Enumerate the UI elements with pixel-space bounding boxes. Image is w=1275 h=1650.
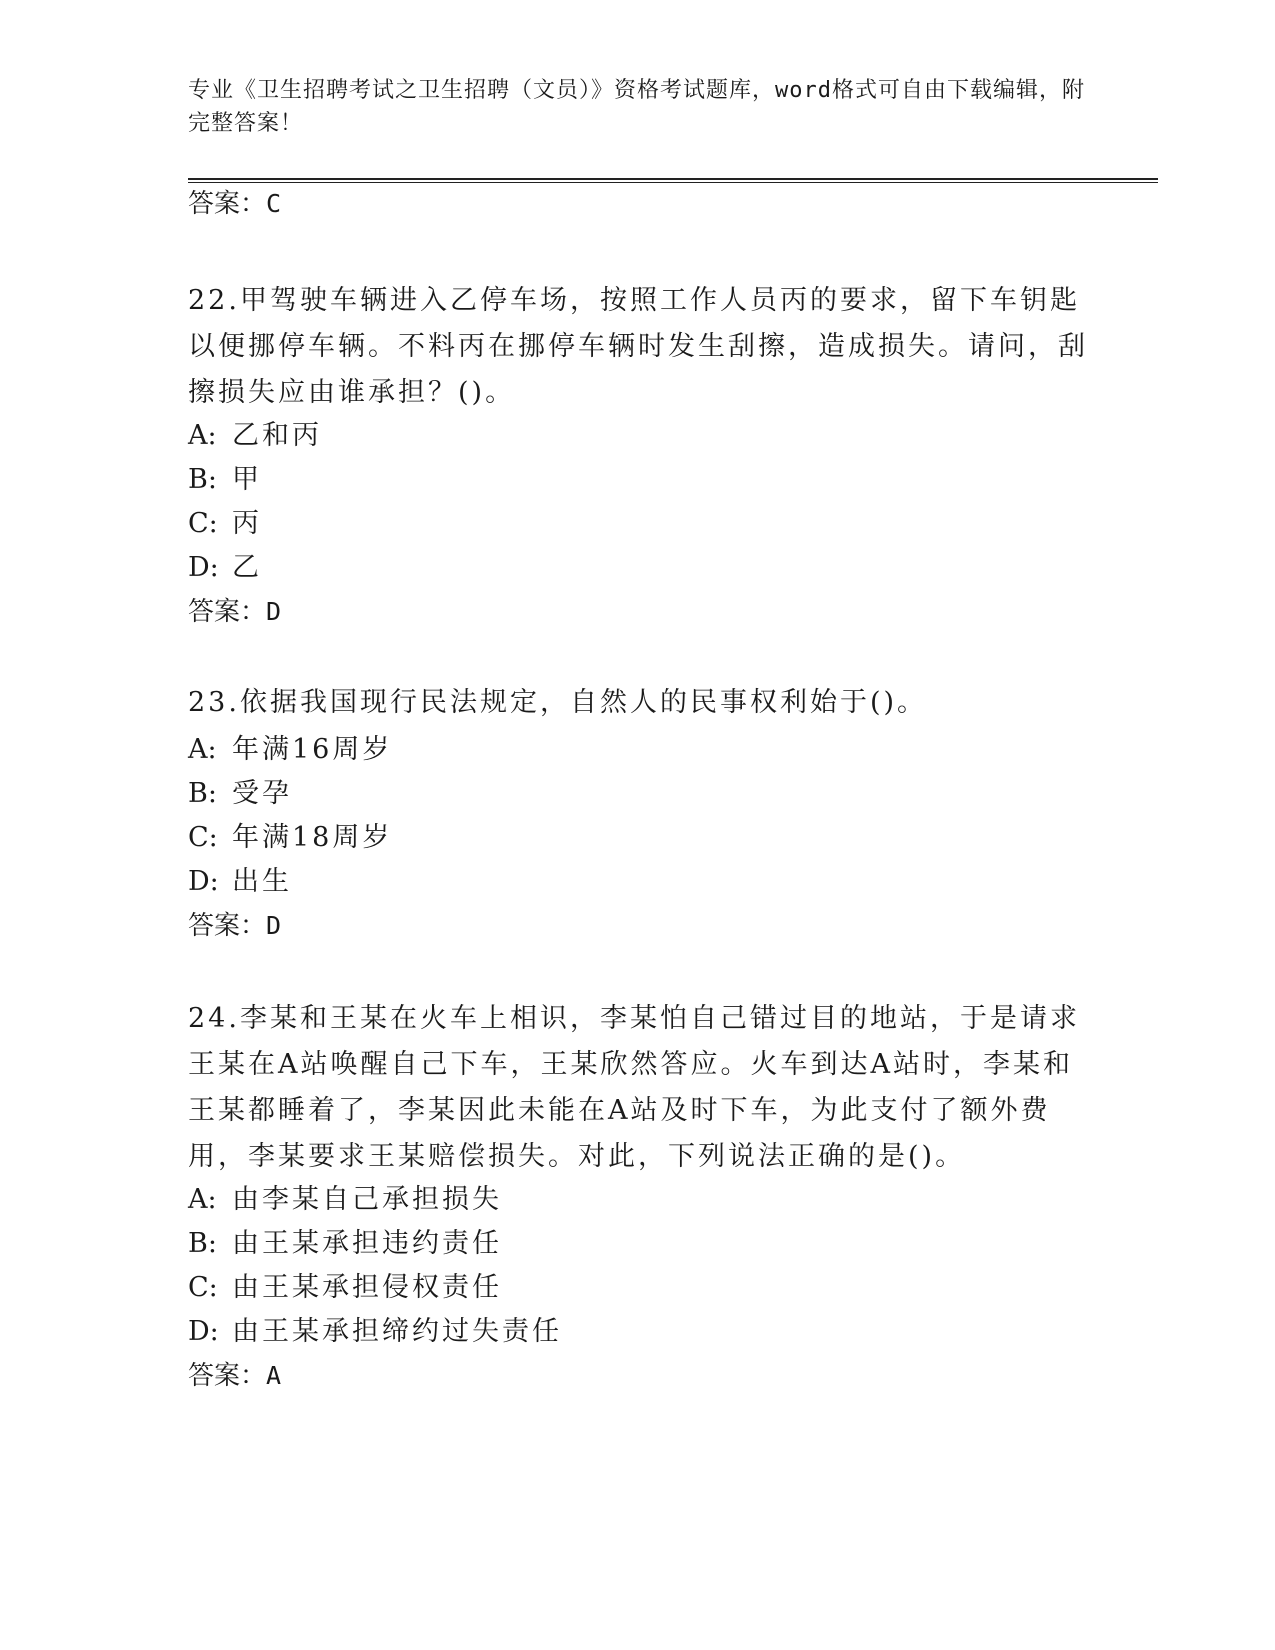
- option-c: [188, 504, 262, 544]
- option-text: 年满16周岁: [232, 734, 393, 765]
- option-key: A:: [188, 734, 217, 765]
- option-key: D:: [188, 552, 219, 583]
- option-text: 丙: [232, 508, 262, 539]
- answer-value: A: [266, 1361, 282, 1390]
- option-text: 乙: [232, 552, 262, 583]
- question-stem: 24.李某和王某在火车上相识，李某怕自己错过目的地站，于是请求王某在A站唤醒自己下车，王某欣然答应。火车到达A站时，李某和王某都睡着了，李某因此未能在A站及时下车，为此支付了额外费用，李某要求王某赔偿损失。对此，下列说法正确的是()。: [188, 1003, 1080, 1172]
- option-key: A:: [188, 420, 217, 451]
- answer-label: 答案：: [188, 1361, 267, 1391]
- answer-line: [188, 594, 281, 630]
- option-a: [188, 730, 392, 770]
- option-b: [188, 460, 262, 500]
- option-text: 甲: [232, 464, 262, 495]
- option-key: B:: [188, 464, 217, 495]
- option-d: [188, 548, 262, 588]
- option-text: 乙和丙: [232, 420, 322, 451]
- option-text: 由王某承担侵权责任: [232, 1272, 502, 1303]
- header-divider: [188, 178, 1158, 183]
- option-b: [188, 1224, 502, 1264]
- option-d: [188, 862, 292, 902]
- answer-line: [188, 1358, 281, 1394]
- option-key: D:: [188, 866, 219, 897]
- option-key: A:: [188, 1184, 217, 1215]
- answer-label: 答案：: [188, 911, 267, 941]
- question-stem: 23.依据我国现行民法规定，自然人的民事权利始于()。: [188, 687, 928, 718]
- answer-label: 答案：: [188, 597, 267, 627]
- answer-value: C: [266, 189, 282, 218]
- option-d: [188, 1312, 562, 1352]
- option-a: [188, 416, 322, 456]
- option-text: 出生: [232, 866, 292, 897]
- option-key: B:: [188, 1228, 217, 1259]
- answer-value: D: [266, 911, 282, 940]
- option-c: [188, 1268, 502, 1308]
- document-header: 专业《卫生招聘考试之卫生招聘（文员）》资格考试题库，word格式可自由下载编辑，附完整答案！: [188, 78, 1085, 136]
- option-b: [188, 774, 292, 814]
- answer-value: D: [266, 597, 282, 626]
- answer-line: [188, 908, 281, 944]
- option-text: 受孕: [232, 778, 292, 809]
- option-text: 年满18周岁: [232, 822, 393, 853]
- option-a: [188, 1180, 502, 1220]
- option-key: C:: [188, 508, 218, 539]
- option-c: [188, 818, 392, 858]
- option-text: 由王某承担缔约过失责任: [232, 1316, 562, 1347]
- option-text: 由王某承担违约责任: [232, 1228, 502, 1259]
- option-key: C:: [188, 822, 218, 853]
- option-key: B:: [188, 778, 217, 809]
- option-key: D:: [188, 1316, 219, 1347]
- option-key: C:: [188, 1272, 218, 1303]
- answer-label: 答案：: [188, 189, 267, 219]
- question-stem: 22.甲驾驶车辆进入乙停车场，按照工作人员丙的要求，留下车钥匙以便挪停车辆。不料丙在挪停车辆时发生刮擦，造成损失。请问，刮擦损失应由谁承担？()。: [188, 285, 1088, 408]
- option-text: 由李某自己承担损失: [232, 1184, 502, 1215]
- answer-line: [188, 186, 281, 222]
